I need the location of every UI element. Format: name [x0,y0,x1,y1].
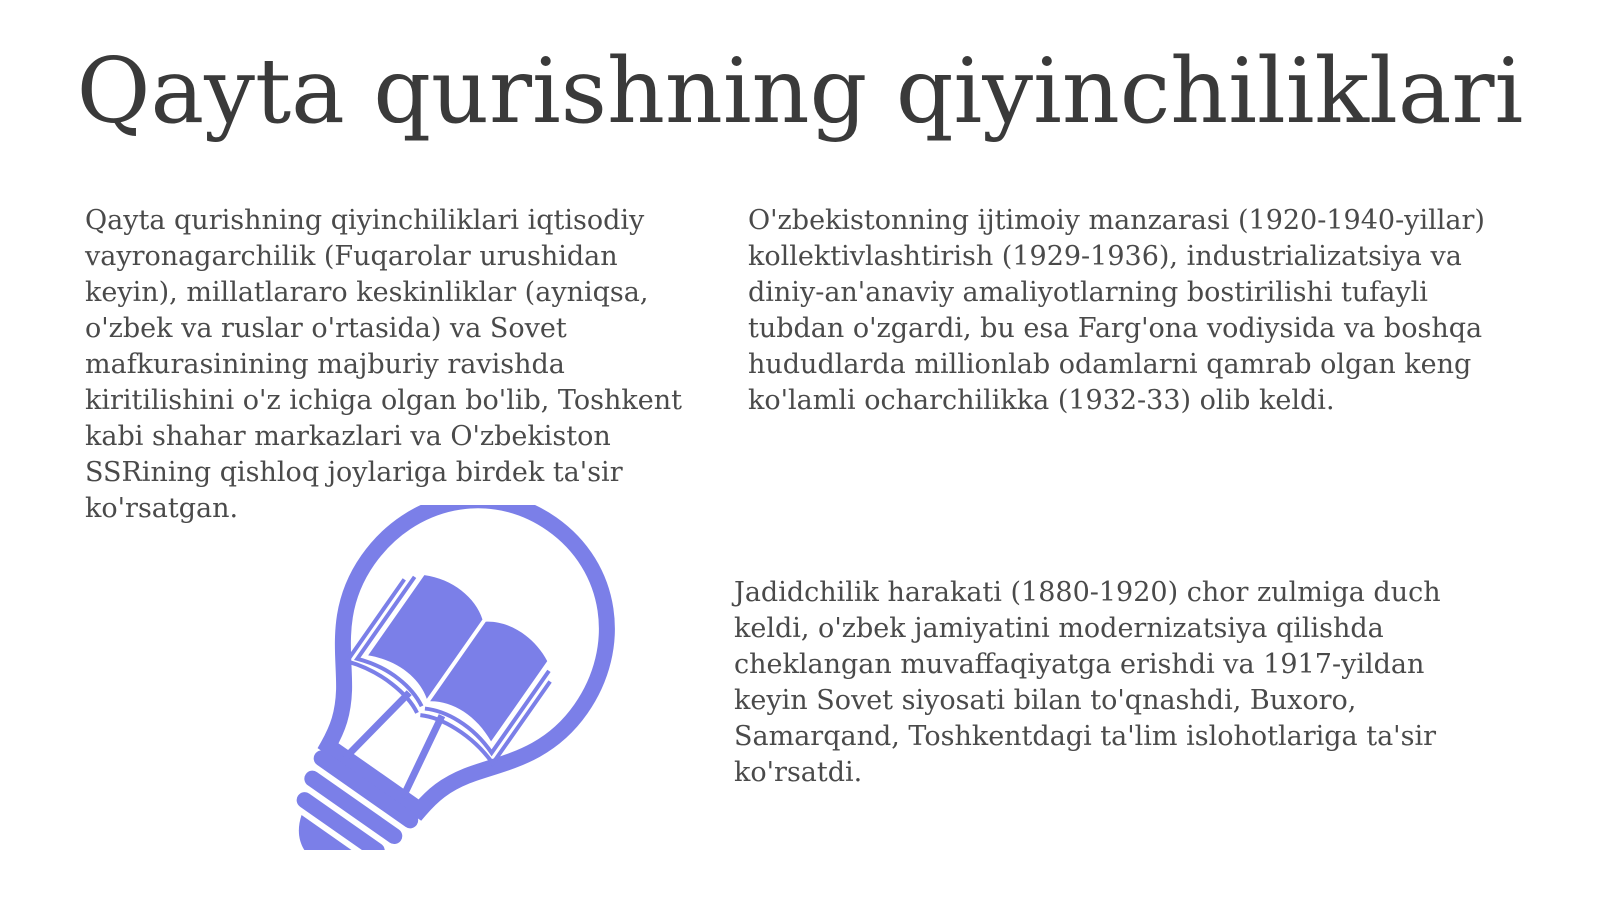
slide-title: Qayta qurishning qiyinchiliklari [76,39,1524,144]
lightbulb-book-icon [200,505,620,850]
paragraph-right-bottom: Jadidchilik harakati (1880-1920) chor zulmiga duch keldi, o'zbek jamiyatini modernizatsiya qilishda cheklangan muvaffaqiyatga erishdi va 1917-yildan keyin Sovet siyosati bilan to'qnashdi, Buxoro, Samarqand, Toshkentdagi ta'lim islohotlariga ta'sir ko'rsatdi. [734,577,1441,788]
paragraph-right-top: O'zbekistonning ijtimoiy manzarasi (1920-1940-yillar) kollektivlashtirish (1929-1936), industrializatsiya va diniy-an'anaviy amaliyotlarning bostirilishi tufayli tubdan o'zgardi, bu esa Farg'ona vodiysida va boshqa hududlarda millionlab odamlarni qamrab olgan keng ko'lamli ocharchilikka (1932-33) olib keldi. [748,205,1485,416]
paragraph-left: Qayta qurishning qiyinchiliklari iqtisodiy vayronagarchilik (Fuqarolar urushidan keyin), millatlararo keskinliklar (ayniqsa, o'zbek va ruslar o'rtasida) va Sovet mafkurasinining majburiy ravishda kiritilishini o'z ichiga olgan bo'lib, Toshkent kabi shahar markazlari va O'zbekiston SSRining qishloq joylariga birdek ta'sir ko'rsatgan. [85,205,682,524]
